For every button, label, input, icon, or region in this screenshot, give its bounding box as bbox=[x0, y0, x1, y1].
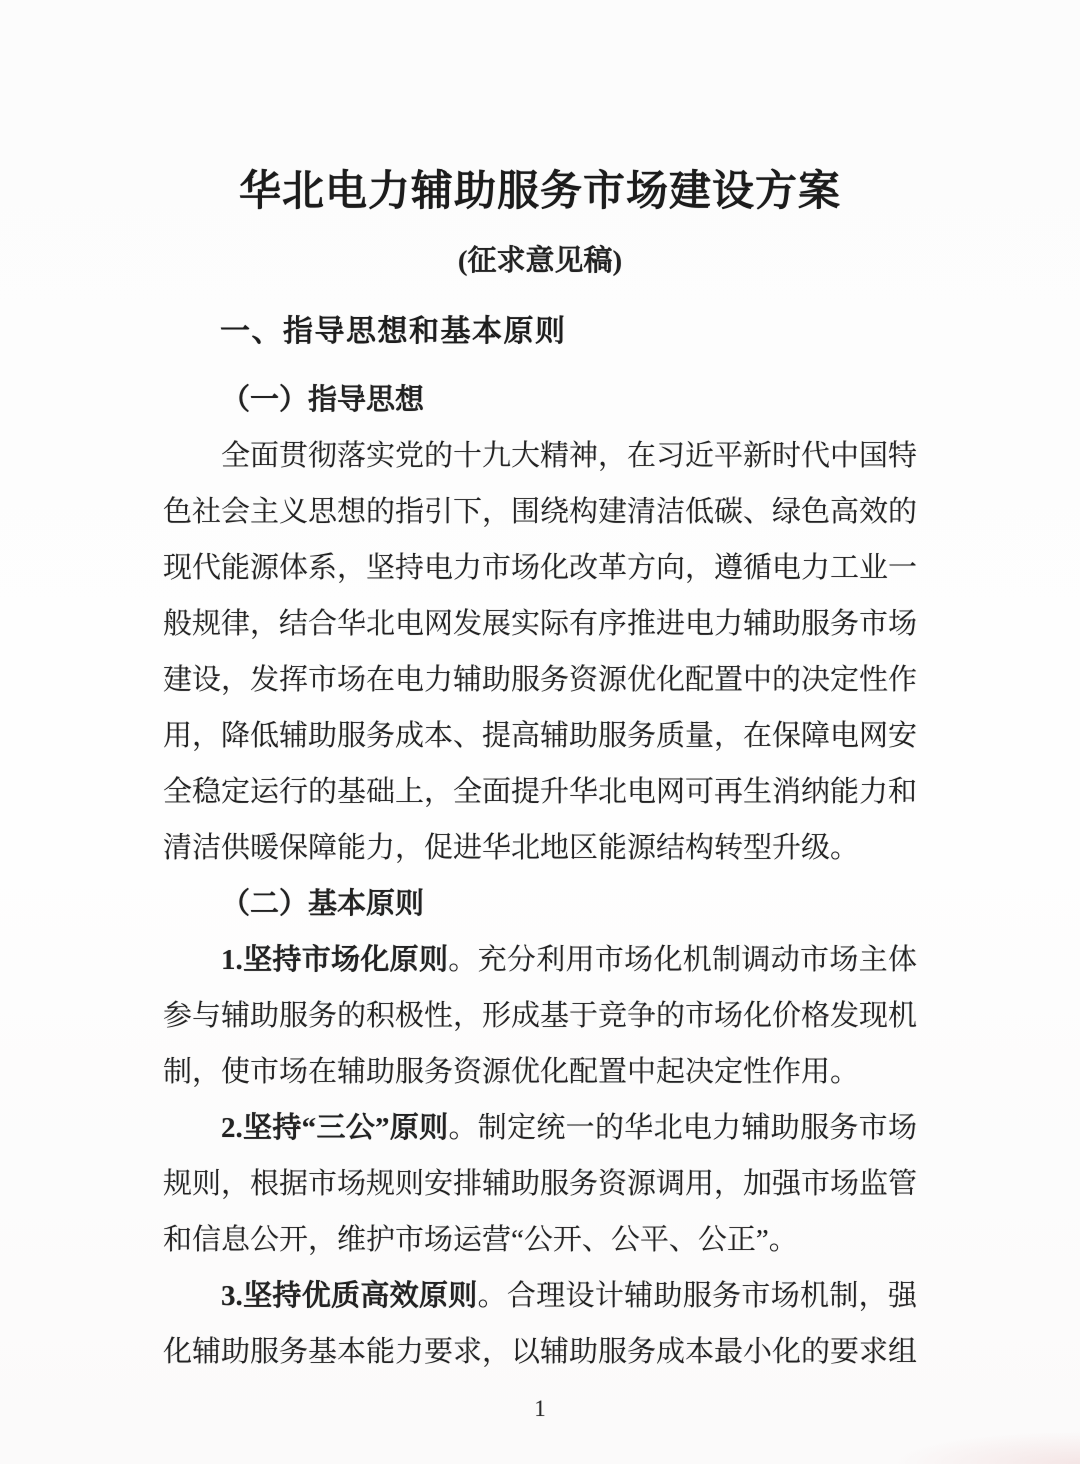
page-number: 1 bbox=[534, 1396, 546, 1421]
principle-1-lead: 1.坚持市场化原则 bbox=[221, 944, 449, 976]
subsection-1-2-heading: （二）基本原则 bbox=[221, 888, 425, 920]
subsection-1-1-heading: （一）指导思想 bbox=[221, 384, 425, 416]
principle-1-text: 。充分利用市场化机制调动市场主体参与辅助服务的积极性，形成基于竞争的市场化价格发现机制，使市场在辅助服务资源优化配置中起决定性作用。 bbox=[163, 944, 918, 1088]
section-1-heading: 一、指导思想和基本原则 bbox=[220, 315, 567, 348]
principle-3-lead: 3.坚持优质高效原则 bbox=[221, 1280, 478, 1312]
document-body bbox=[163, 372, 917, 1380]
document-title: 华北电力辅助服务市场建设方案 bbox=[238, 169, 841, 215]
principle-item-2 bbox=[163, 1100, 917, 1268]
paragraph-guiding-thought: 全面贯彻落实党的十九大精神，在习近平新时代中国特色社会主义思想的指引下，围绕构建清洁低碳、绿色高效的现代能源体系，坚持电力市场化改革方向，遵循电力工业一般规律，结合华北电网发展实际有序推进电力辅助服务市场建设，发挥市场在电力辅助服务资源优化配置中的决定性作用，降低辅助服务成本、提高辅助服务质量，在保障电网安全稳定运行的基础上，全面提升华北电网可再生消纳能力和清洁供暖保障能力，促进华北地区能源结构转型升级。 bbox=[163, 440, 918, 864]
principle-2-lead: 2.坚持“三公”原则 bbox=[221, 1112, 449, 1144]
principle-2-text: 。制定统一的华北电力辅助服务市场规则，根据市场规则安排辅助服务资源调用，加强市场监管和信息公开，维护市场运营“公开、公平、公正”。 bbox=[163, 1112, 918, 1256]
principle-item-3 bbox=[163, 1268, 917, 1380]
principle-item-1 bbox=[163, 932, 917, 1100]
principle-3-text: 。合理设计辅助服务市场机制，强化辅助服务基本能力要求，以辅助服务成本最小化的要求组 bbox=[163, 1280, 918, 1368]
document-subtitle: (征求意见稿) bbox=[457, 245, 623, 277]
